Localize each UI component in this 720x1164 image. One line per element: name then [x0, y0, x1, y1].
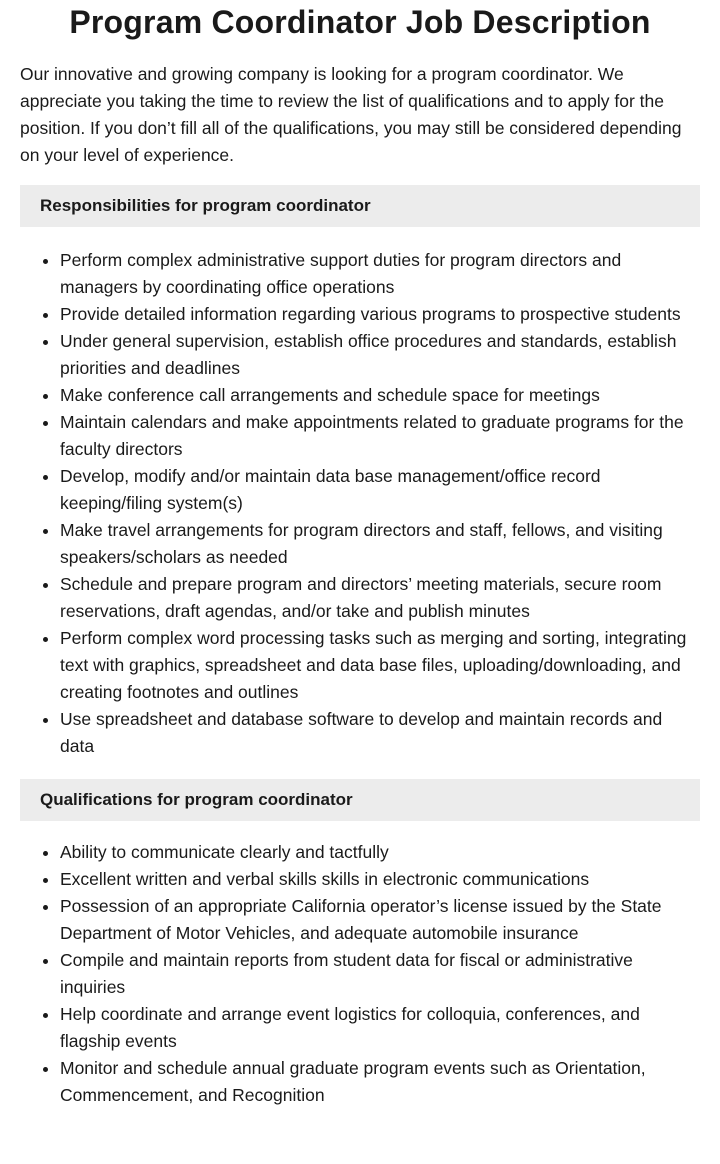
- list-item: • Compile and maintain reports from student data for fiscal or administrative inquiries: [60, 947, 700, 1001]
- intro-paragraph: Our innovative and growing company is looking for a program coordinator. We appreciate you taking the time to review the list of qualifications and to apply for the position. If you don’t fill all of the qualifications, you may still be considered depending on your level of experience.: [20, 64, 682, 165]
- list-item: • Help coordinate and arrange event logistics for colloquia, conferences, and flagship events: [60, 1001, 700, 1055]
- list-item: • Excellent written and verbal skills skills in electronic communications: [60, 866, 700, 893]
- list-item: • Make travel arrangements for program directors and staff, fellows, and visiting speakers/scholars as needed: [60, 517, 700, 571]
- list-item: • Maintain calendars and make appointments related to graduate programs for the faculty directors: [60, 409, 700, 463]
- list-item: • Ability to communicate clearly and tactfully: [60, 839, 700, 866]
- list-item: • Develop, modify and/or maintain data base management/office record keeping/filing system(s): [60, 463, 700, 517]
- list-item: • Monitor and schedule annual graduate program events such as Orientation, Commencement, and Recognition: [60, 1055, 700, 1109]
- page-title: Program Coordinator Job Description: [69, 4, 651, 40]
- list-item: • Make conference call arrangements and schedule space for meetings: [60, 382, 700, 409]
- responsibilities-list: [20, 247, 700, 760]
- list-item: • Possession of an appropriate California operator’s license issued by the State Department of Motor Vehicles, and adequate automobile insurance: [60, 893, 700, 947]
- responsibilities-heading: Responsibilities for program coordinator: [20, 185, 700, 227]
- list-item: • Perform complex word processing tasks such as merging and sorting, integrating text with graphics, spreadsheet and data base files, uploading/downloading, and creating footnotes and outlines: [60, 625, 700, 706]
- qualifications-heading: Qualifications for program coordinator: [20, 779, 700, 821]
- list-item: • Provide detailed information regarding various programs to prospective students: [60, 301, 700, 328]
- qualifications-list: [20, 839, 700, 1109]
- list-item: • Under general supervision, establish office procedures and standards, establish priorities and deadlines: [60, 328, 700, 382]
- list-item: • Perform complex administrative support duties for program directors and managers by coordinating office operations: [60, 247, 700, 301]
- list-item: • Use spreadsheet and database software to develop and maintain records and data: [60, 706, 700, 760]
- list-item: • Schedule and prepare program and directors’ meeting materials, secure room reservations, draft agendas, and/or take and publish minutes: [60, 571, 700, 625]
